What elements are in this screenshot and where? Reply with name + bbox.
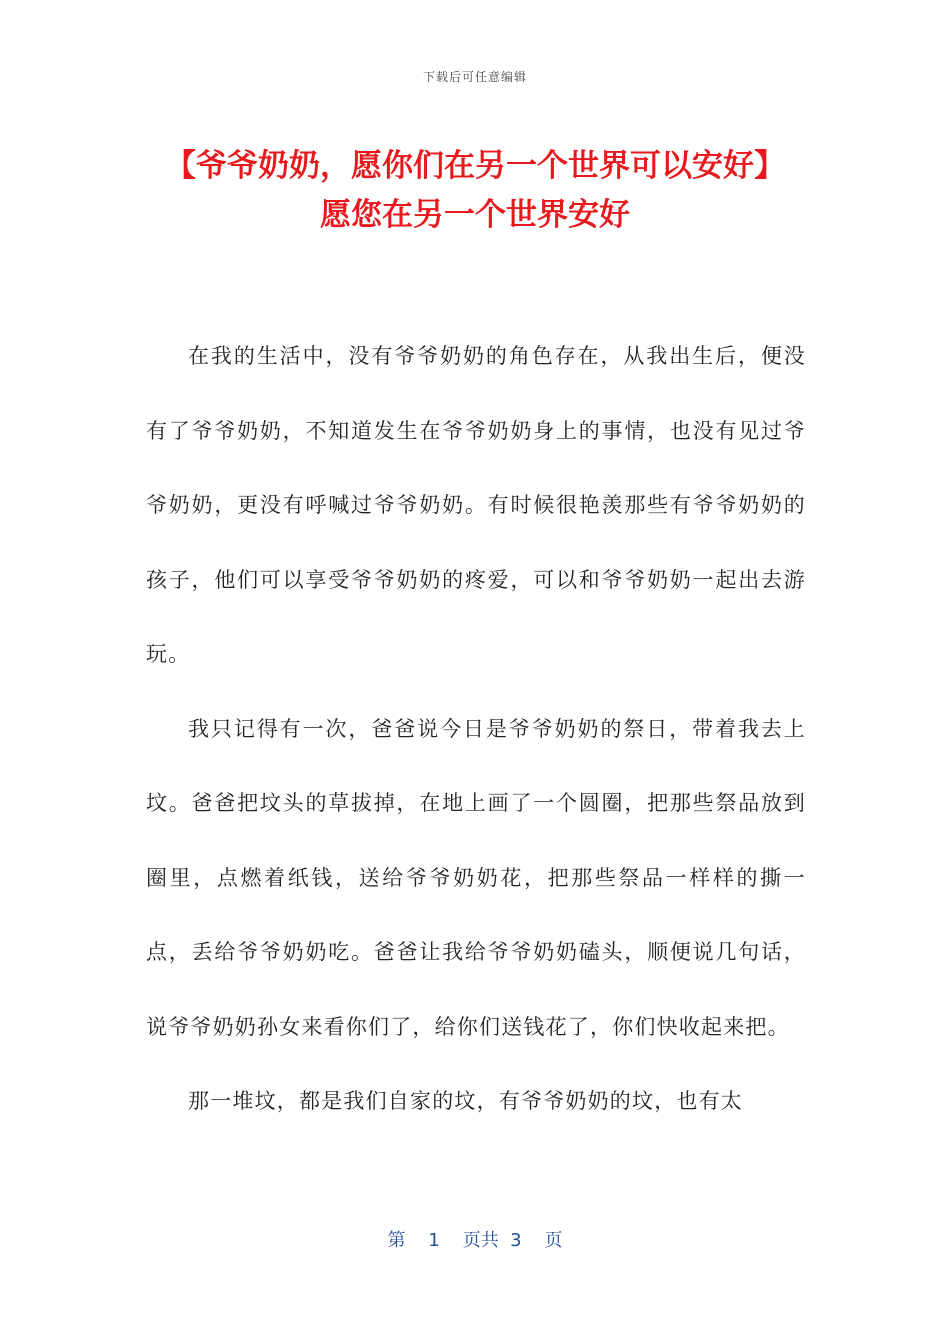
page-total: 3 <box>510 1230 522 1251</box>
page-prefix: 第 <box>387 1230 406 1251</box>
document-title: 【爷爷奶奶，愿你们在另一个世界可以安好】愿您在另一个世界安好 <box>165 148 785 233</box>
paragraph-2: 我只记得有一次，爸爸说今日是爷爷奶奶的祭日，带着我去上坟。爸爸把坟头的草拔掉，在地上画了一个圆圈，把那些祭品放到圈里，点燃着纸钱，送给爷爷奶奶花，把那些祭品一样样的撕一点，丢给爷爷奶奶吃。爸爸让我给爷爷奶奶磕头，顺便说几句话，说爷爷奶奶孙女来看你们了，给你们送钱花了，你们快收起来把。 <box>146 716 806 1039</box>
header-note: 下载后可任意编辑 <box>422 70 527 84</box>
paragraph-1: 在我的生活中，没有爷爷奶奶的角色存在，从我出生后，便没有了爷爷奶奶，不知道发生在爷爷奶奶身上的事情，也没有见过爷爷奶奶，更没有呼喊过爷爷奶奶。有时候很艳羡那些有爷爷奶奶的孩子，他们可以享受爷爷奶奶的疼爱，可以和爷爷奶奶一起出去游玩。 <box>146 344 806 666</box>
page-current: 1 <box>428 1230 440 1251</box>
page-number-footer <box>0 1226 950 1252</box>
page-middle: 页共 <box>462 1230 499 1251</box>
paragraph-3: 那一堆坟，都是我们自家的坟，有爷爷奶奶的坟，也有太 <box>188 1089 743 1113</box>
page-suffix: 页 <box>544 1230 563 1251</box>
document-body <box>146 319 806 1139</box>
